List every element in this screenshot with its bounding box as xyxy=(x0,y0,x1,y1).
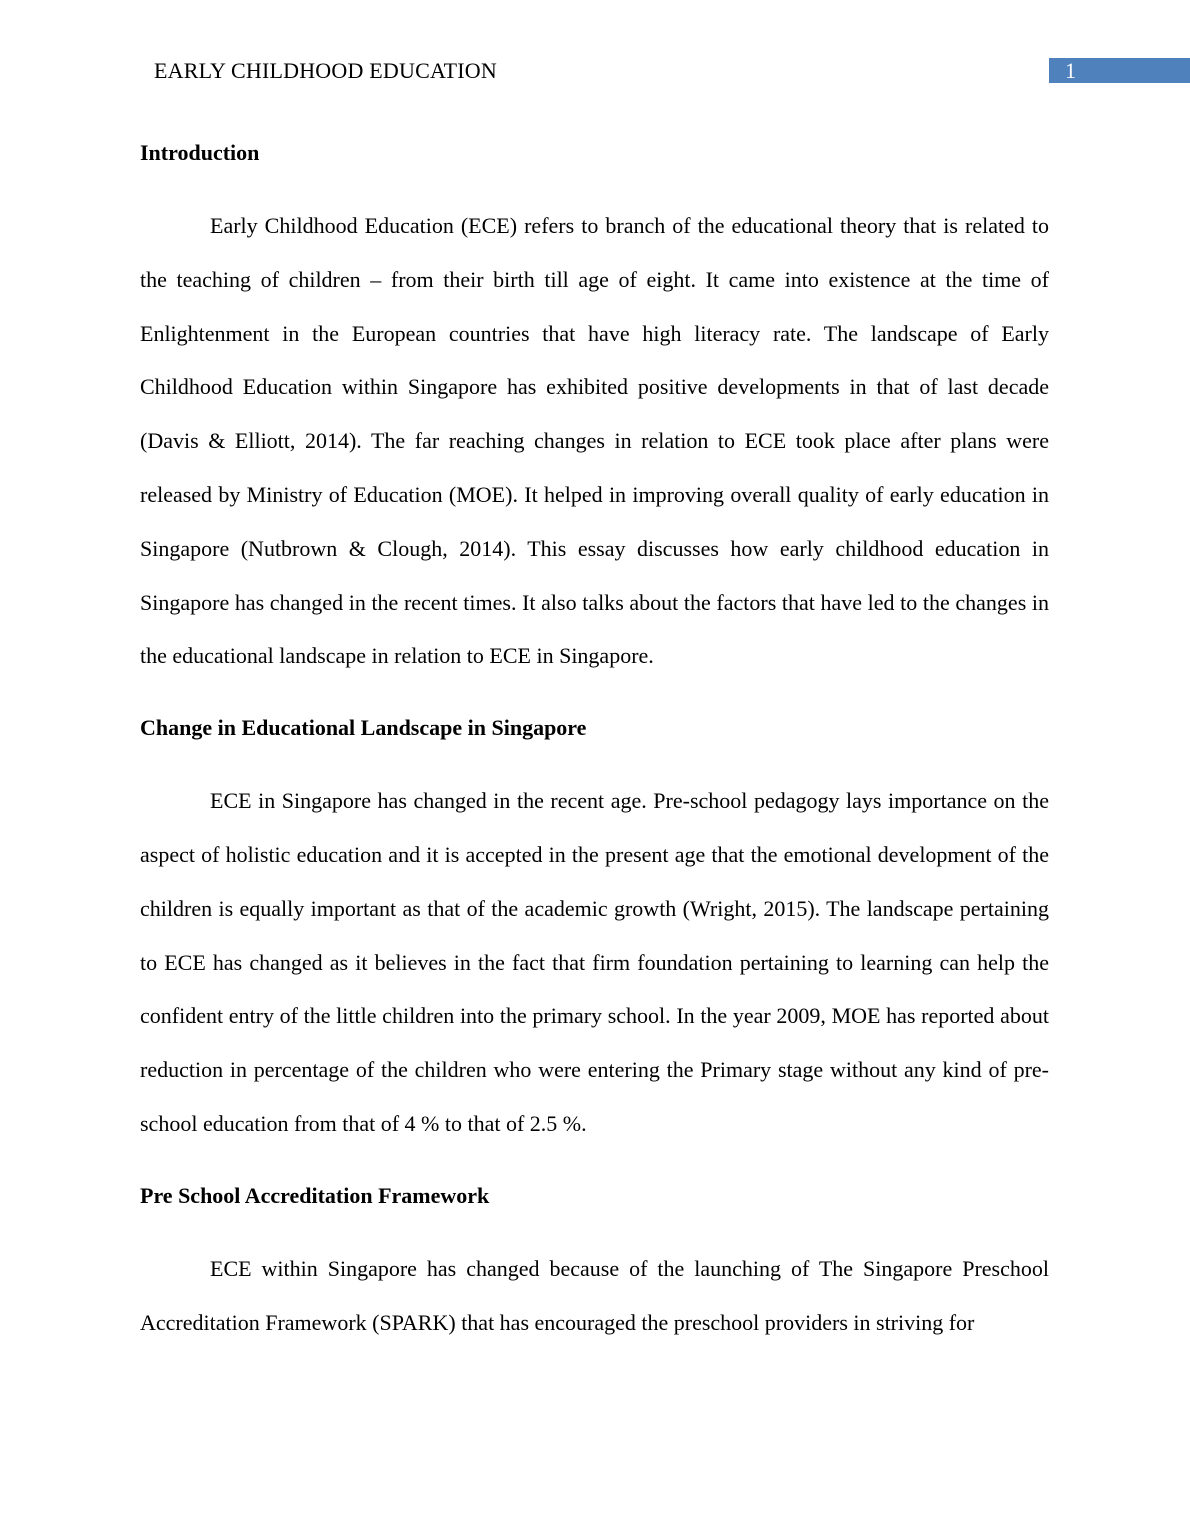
page-number: 1 xyxy=(1049,58,1190,83)
section-heading-accreditation-framework: Pre School Accreditation Framework xyxy=(140,1182,490,1208)
section-heading-introduction: Introduction xyxy=(140,140,260,165)
paragraph-accreditation-framework: ECE within Singapore has changed because of the launching of The Singapore Preschool Accreditation Framework (SPARK) that has encouraged the preschool providers in striving for xyxy=(140,1255,1049,1335)
paragraph-introduction: Early Childhood Education (ECE) refers to branch of the educational theory that is related to the teaching of children – from their birth till age of eight. It came into existence at the time of Enlightenment in the European countries that have high literacy rate. The landscape of Early Childhood Education within Singapore has exhibited positive developments in that of last decade (Davis & Elliott, 2014). The far reaching changes in relation to ECE took place after plans were released by Ministry of Education (MOE). It helped in improving overall quality of early education in Singapore (Nutbrown & Clough, 2014). This essay discusses how early childhood education in Singapore has changed in the recent times. It also talks about the factors that have led to the changes in the educational landscape in relation to ECE in Singapore. xyxy=(140,213,1049,669)
paragraph-change-in-landscape: ECE in Singapore has changed in the recent age. Pre-school pedagogy lays importance on the aspect of holistic education and it is accepted in the present age that the emotional development of the children is equally important as that of the academic growth (Wright, 2015). The landscape pertaining to ECE has changed as it believes in the fact that firm foundation pertaining to learning can help the confident entry of the little children into the primary school. In the year 2009, MOE has reported about reduction in percentage of the children who were entering the Primary stage without any kind of pre-school education from that of 4 % to that of 2.5 %. xyxy=(140,788,1049,1136)
document-body xyxy=(140,126,1049,1367)
running-head: EARLY CHILDHOOD EDUCATION xyxy=(154,58,497,83)
section-heading-change-in-landscape: Change in Educational Landscape in Singapore xyxy=(140,715,587,741)
